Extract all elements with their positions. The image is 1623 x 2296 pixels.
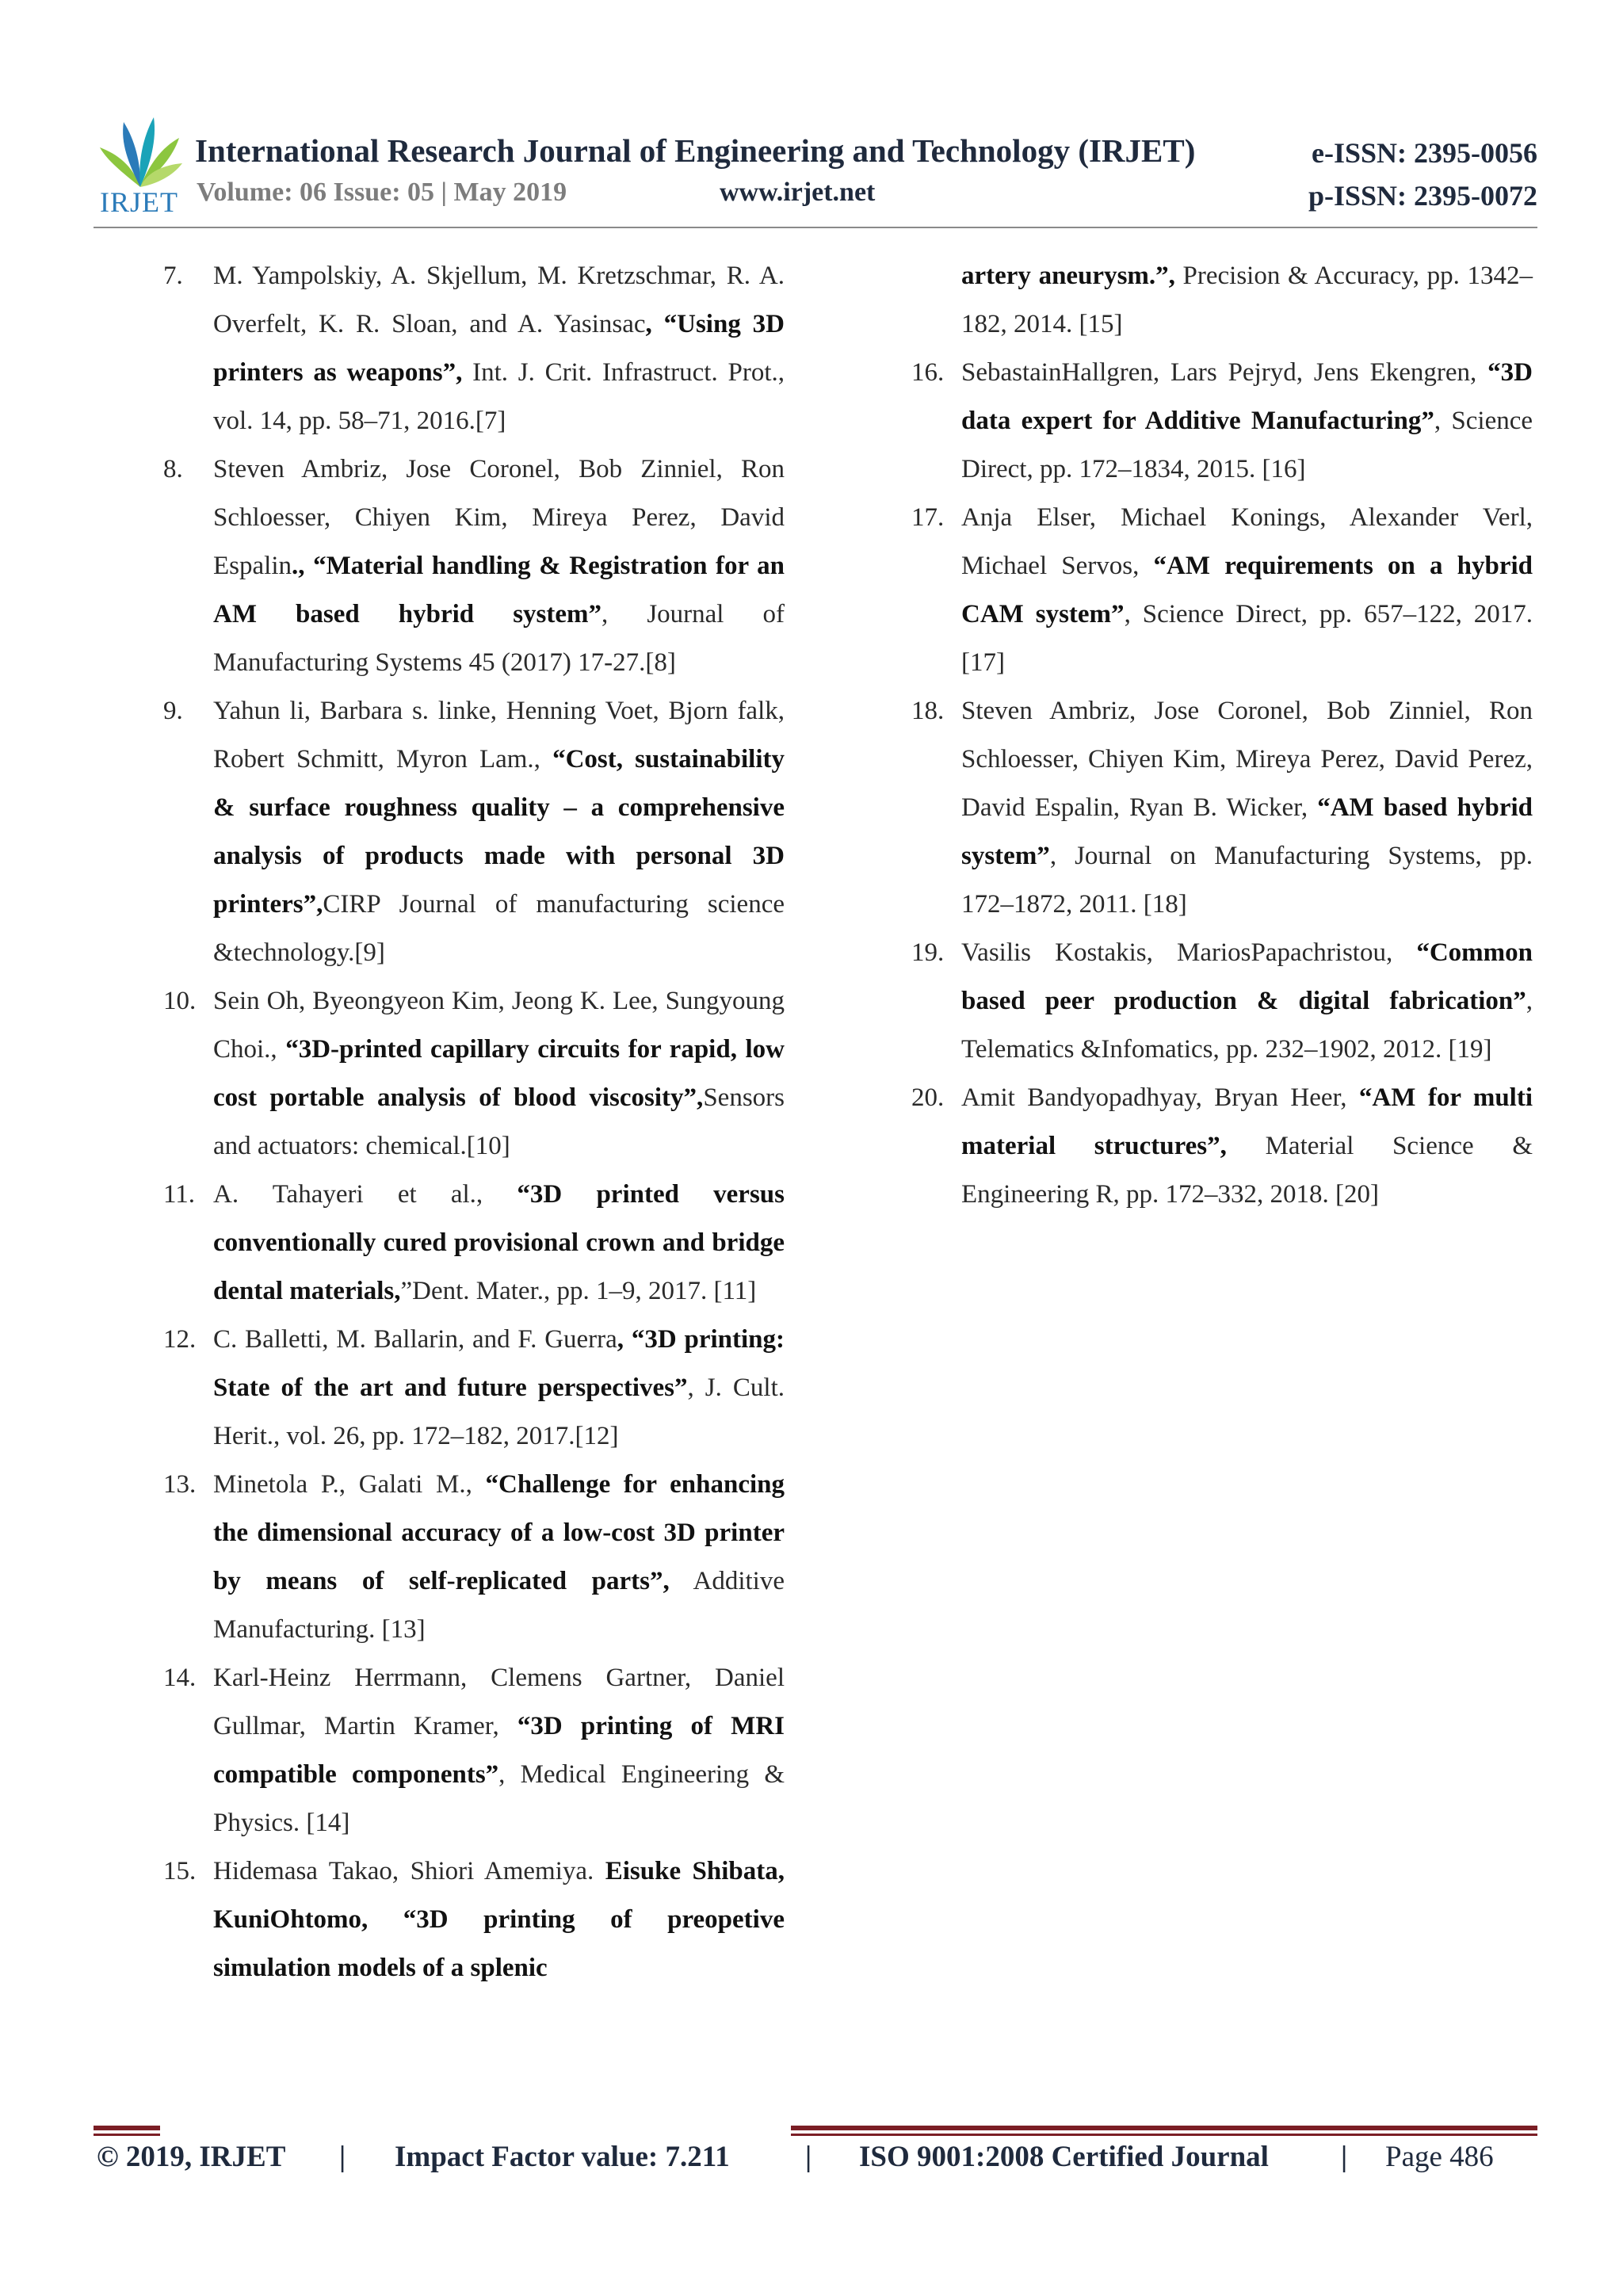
reference-source: Precision & Accuracy, pp. 1342–182, 2014. [15]	[961, 262, 1533, 338]
reference-title: artery aneurysm.”,	[961, 262, 1175, 290]
reference-number: 14.	[163, 1664, 197, 1692]
p-issn: p-ISSN: 2395-0072	[1308, 180, 1537, 212]
reference-19	[911, 929, 1533, 1074]
footer-separator: |	[1341, 2141, 1348, 2173]
reference-source: ”Dent. Mater., pp. 1–9, 2017. [11]	[400, 1277, 757, 1305]
footer-page-number: Page 486	[1385, 2141, 1494, 2173]
footer-rule-right-thin	[791, 2134, 1537, 2136]
reference-title: “AM based hybrid system”	[961, 793, 1533, 870]
reference-number: 16.	[911, 358, 945, 387]
reference-number: 9.	[163, 697, 183, 725]
footer-rule-left-thin	[94, 2134, 160, 2136]
footer-copyright: © 2019, IRJET	[97, 2141, 286, 2173]
footer-iso-certification: ISO 9001:2008 Certified Journal	[859, 2141, 1269, 2173]
reference-authors: Yahun li, Barbara s. linke, Henning Voet, Bjorn falk, Robert Schmitt, Myron Lam.,	[213, 697, 785, 774]
reference-16	[911, 349, 1533, 494]
reference-source: , Science Direct, pp. 172–1834, 2015. [16]	[961, 407, 1533, 483]
reference-7	[163, 252, 785, 445]
journal-website-link[interactable]: www.irjet.net	[720, 178, 876, 207]
reference-number: 15.	[163, 1857, 197, 1885]
reference-authors: Amit Bandyopadhyay, Bryan Heer,	[961, 1083, 1359, 1112]
reference-number: 20.	[911, 1083, 945, 1112]
reference-8	[163, 445, 785, 687]
reference-number: 11.	[163, 1180, 196, 1209]
reference-13	[163, 1461, 785, 1654]
reference-source: , Journal of Manufacturing Systems 45 (2017) 17-27.[8]	[213, 600, 785, 677]
reference-10	[163, 977, 785, 1171]
reference-number: 13.	[163, 1470, 197, 1499]
logo-text: IRJET	[100, 186, 178, 218]
page-footer	[94, 2140, 1537, 2187]
reference-11	[163, 1171, 785, 1316]
reference-authors: Steven Ambriz, Jose Coronel, Bob Zinniel, Ron Schloesser, Chiyen Kim, Mireya Perez, David Perez, David Espalin, Ryan B. Wicker,	[961, 697, 1533, 822]
reference-source: Int. J. Crit. Infrastruct. Prot., vol. 14, pp. 58–71, 2016.[7]	[213, 358, 785, 435]
page-header	[94, 111, 1537, 230]
reference-number: 7.	[163, 262, 183, 290]
reference-source: , J. Cult. Herit., vol. 26, pp. 172–182, 2017.[12]	[213, 1373, 785, 1450]
reference-15	[163, 1847, 785, 1992]
reference-number: 10.	[163, 987, 197, 1015]
reference-authors: Steven Ambriz, Jose Coronel, Bob Zinniel, Ron Schloesser, Chiyen Kim, Mireya Perez, David Espalin	[213, 455, 785, 580]
logo-leaves-icon	[97, 116, 184, 189]
reference-title: “3D-printed capillary circuits for rapid, low cost portable analysis of blood viscosity”,	[213, 1035, 785, 1112]
reference-number: 17.	[911, 503, 945, 532]
reference-number: 19.	[911, 938, 945, 967]
header-divider	[94, 227, 1537, 228]
reference-title: “Challenge for enhancing the dimensional accuracy of a low-cost 3D printer by means of self-replicated parts”,	[213, 1470, 785, 1595]
reference-9	[163, 687, 785, 977]
e-issn: e-ISSN: 2395-0056	[1312, 137, 1537, 169]
reference-source: Sensors and actuators: chemical.[10]	[213, 1083, 785, 1160]
reference-title: “3D printed versus conventionally cured provisional crown and bridge dental materials,	[213, 1180, 785, 1305]
reference-title: “Common based peer production & digital fabrication”	[961, 938, 1533, 1015]
reference-authors: Vasilis Kostakis, MariosPapachristou,	[961, 938, 1417, 967]
reference-authors: Karl-Heinz Herrmann, Clemens Gartner, Daniel Gullmar, Martin Kramer,	[213, 1664, 785, 1740]
irjet-logo	[94, 116, 189, 219]
footer-separator: |	[805, 2141, 812, 2173]
reference-authors: Sein Oh, Byeongyeon Kim, Jeong K. Lee, Sungyoung Choi.,	[213, 987, 785, 1064]
reference-15-continued	[911, 252, 1533, 349]
reference-authors: C. Balletti, M. Ballarin, and F. Guerra	[213, 1325, 617, 1354]
reference-source: CIRP Journal of manufacturing science &technology.[9]	[213, 890, 785, 967]
reference-authors: Anja Elser, Michael Konings, Alexander Verl, Michael Servos,	[961, 503, 1533, 580]
reference-title: ., “Material handling & Registration for an AM based hybrid system”	[213, 552, 785, 628]
reference-title: “3D printing of MRI compatible components”	[213, 1712, 785, 1789]
reference-20	[911, 1074, 1533, 1219]
reference-authors: A. Tahayeri et al.,	[213, 1180, 517, 1209]
reference-12	[163, 1316, 785, 1461]
reference-title: , “3D printing: State of the art and future perspectives”	[213, 1325, 785, 1402]
reference-title: , “Using 3D printers as weapons”,	[213, 310, 785, 387]
reference-number: 12.	[163, 1325, 197, 1354]
reference-authors: M. Yampolskiy, A. Skjellum, M. Kretzschmar, R. A. Overfelt, K. R. Sloan, and A. Yasinsac	[213, 262, 785, 338]
reference-14	[163, 1654, 785, 1847]
reference-18	[911, 687, 1533, 929]
footer-rule-right-thick	[791, 2126, 1537, 2130]
reference-authors: Minetola P., Galati M.,	[213, 1470, 486, 1499]
reference-authors: Hidemasa Takao, Shiori Amemiya.	[213, 1857, 605, 1885]
reference-number: 18.	[911, 697, 945, 725]
reference-source: Material Science & Engineering R, pp. 172–332, 2018. [20]	[961, 1132, 1533, 1209]
volume-issue: Volume: 06 Issue: 05 | May 2019	[197, 178, 567, 207]
references-left-column	[163, 252, 785, 1992]
reference-title: “AM requirements on a hybrid CAM system”	[961, 552, 1533, 628]
reference-title: Eisuke Shibata, KuniOhtomo, “3D printing of preopetive simulation models of a splenic	[213, 1857, 785, 1982]
footer-impact-factor: Impact Factor value: 7.211	[395, 2141, 730, 2173]
references-right-column	[911, 252, 1533, 1219]
journal-title: International Research Journal of Engineering and Technology (IRJET)	[195, 132, 1196, 169]
reference-title: “AM for multi material structures”,	[961, 1083, 1533, 1160]
reference-authors: SebastainHallgren, Lars Pejryd, Jens Ekengren,	[961, 358, 1488, 387]
reference-title: “3D data expert for Additive Manufacturing”	[961, 358, 1533, 435]
reference-source: , Journal on Manufacturing Systems, pp. 172–1872, 2011. [18]	[961, 842, 1533, 919]
reference-source: Additive Manufacturing. [13]	[213, 1567, 785, 1644]
reference-17	[911, 494, 1533, 687]
reference-source: , Medical Engineering & Physics. [14]	[213, 1760, 785, 1837]
reference-source: , Telematics &Infomatics, pp. 232–1902, 2012. [19]	[961, 987, 1533, 1064]
reference-source: , Science Direct, pp. 657–122, 2017. [17]	[961, 600, 1533, 677]
reference-number: 8.	[163, 455, 183, 483]
reference-title: “Cost, sustainability & surface roughness quality – a comprehensive analysis of products made with personal 3D printers”,	[213, 745, 785, 919]
footer-rule-left-thick	[94, 2126, 160, 2130]
footer-separator: |	[339, 2141, 346, 2173]
